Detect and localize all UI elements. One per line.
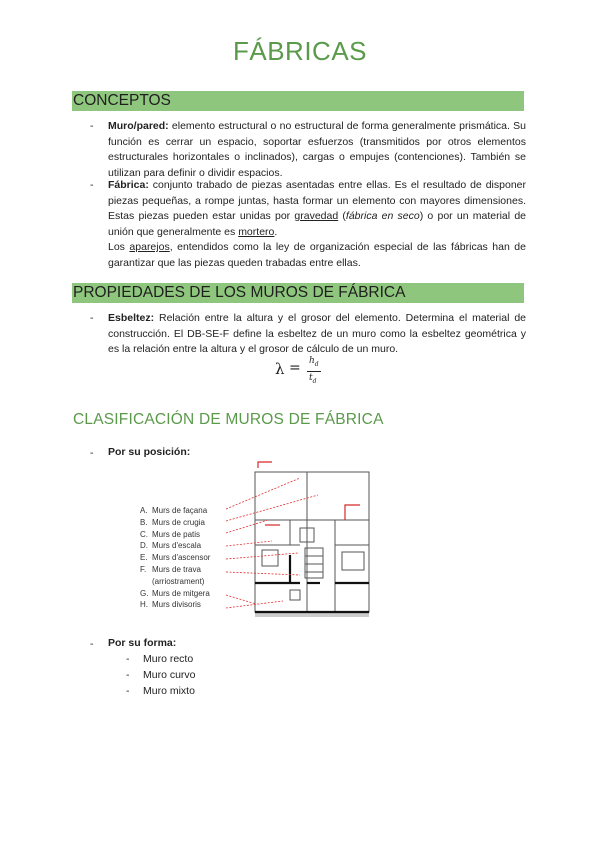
wall-type-legend: [140, 505, 210, 611]
sub-bullet-dash: -: [126, 669, 130, 681]
form-item: Muro recto: [143, 653, 194, 665]
plan-red-markers: [258, 462, 360, 525]
term-mortero: mortero: [238, 225, 275, 238]
term-gravedad: gravedad: [294, 210, 339, 222]
legend-label: Murs de patis: [152, 529, 201, 539]
legend-label: Murs divisoris: [152, 600, 201, 610]
term-fabrica-en-seco: fábrica en seco: [345, 210, 420, 222]
plan-leader-lines: [226, 478, 318, 608]
leader-line-g: [226, 595, 256, 604]
legend-label: Murs de mitgera: [152, 588, 210, 598]
page-title: FÁBRICAS: [232, 36, 368, 66]
bullet-dash: -: [90, 447, 94, 459]
label-by-form: Por su forma:: [108, 637, 177, 649]
sub-bullet-dash: -: [126, 685, 130, 697]
legend-item: [140, 564, 210, 576]
term-esbeltez: Esbeltez:: [108, 312, 155, 324]
text-paren: (: [338, 210, 346, 222]
term-aparejos: aparejos: [129, 241, 170, 253]
plan-fixture: [262, 550, 278, 566]
legend-label: Murs de trava: [152, 564, 201, 574]
leader-line-b: [226, 495, 318, 521]
legend-key: E.: [140, 553, 148, 563]
legend-key: H.: [140, 600, 148, 610]
text-fabrica-1: conjunto trabado de piezas asentadas entre ellas. Es el resultado de disponer piezas pequeñas, a rompe juntas, hasta formar un elemento con mayores dimensiones. Estas piezas pueden estar unidas por: [108, 179, 526, 222]
text-fabrica-2: ) o por un material de unión que generalmente es: [108, 210, 526, 238]
formula-lambda: λ: [275, 360, 285, 378]
legend-key: G.: [140, 588, 149, 598]
bullet-dash: -: [90, 120, 94, 132]
leader-line-c: [226, 520, 268, 533]
legend-item: [140, 529, 210, 541]
section-heading-properties: PROPIEDADES DE LOS MUROS DE FÁBRICA: [72, 283, 524, 303]
plan-ground-hatch: [255, 614, 369, 616]
legend-key: B.: [140, 517, 148, 527]
label-by-position: Por su posición:: [108, 446, 191, 458]
leader-line-a: [226, 478, 300, 509]
text-aparejos-pre: Los: [108, 241, 130, 253]
plan-red-marker: [258, 462, 272, 468]
legend-item: [140, 505, 210, 517]
formula-t: t: [309, 373, 313, 383]
text-esbeltez: Relación entre la altura y el grosor del elemento. Determina el material de construcción. El DB-SE-F define la esbeltez de un muro como la esbeltez geométrica y es la relación entre la altura y el grosor de cálculo de un muro.: [108, 312, 526, 355]
text-aparejos: , entendidos como la ley de organización especial de las fábricas han de garantizar que las piezas queden trabadas entre ellas.: [108, 241, 526, 269]
formula-sub-d: d: [312, 377, 317, 385]
legend-key: D.: [140, 541, 148, 551]
text-muro: elemento estructural o no estructural de forma generalmente prismática. Su función es cerrar un espacio, soportar esfuerzos (transmitidos por otros elementos estructurales horizontales o inclinados), cargas o empujes (contenciones). También se utilizan para definir o dividir espacios.: [108, 120, 526, 179]
legend-label: Murs de façana: [152, 506, 208, 515]
term-fabrica: Fábrica:: [108, 179, 149, 191]
legend-item: [140, 540, 210, 552]
section-heading-concepts: CONCEPTOS: [72, 91, 524, 111]
plan-red-marker: [345, 505, 360, 520]
plan-bath: [342, 552, 364, 570]
formula-equals: =: [289, 360, 301, 376]
form-item: Muro mixto: [143, 685, 195, 697]
bullet-dash: -: [90, 638, 94, 650]
legend-item: [140, 599, 210, 611]
section-heading-classification: CLASIFICACIÓN DE MUROS DE FÁBRICA: [73, 411, 384, 428]
legend-item: [140, 576, 210, 588]
form-item: Muro curvo: [143, 669, 196, 681]
plan-fixture: [290, 590, 300, 600]
legend-key: F.: [140, 564, 147, 574]
plan-walls: [255, 472, 369, 612]
plan-stair-steps: [305, 556, 323, 572]
formula-h: h: [309, 356, 315, 366]
legend-item: [140, 552, 210, 564]
legend-label: Murs d'ascensor: [152, 553, 211, 563]
legend-item: [140, 588, 210, 600]
plan-stair: [305, 548, 323, 578]
legend-label: Murs de crugia: [152, 517, 205, 527]
legend-label: Murs d'escala: [152, 541, 202, 551]
term-muro: Muro/pared:: [108, 120, 169, 132]
bullet-dash: -: [90, 312, 94, 324]
bullet-dash: -: [90, 179, 94, 191]
legend-key: C.: [140, 529, 148, 539]
legend-label: (arriostrament): [152, 576, 205, 586]
legend-item: [140, 517, 210, 529]
legend-key: A.: [140, 506, 148, 515]
text-period: .: [274, 225, 278, 238]
formula-sub-d: d: [314, 360, 319, 368]
sub-bullet-dash: -: [126, 653, 130, 665]
